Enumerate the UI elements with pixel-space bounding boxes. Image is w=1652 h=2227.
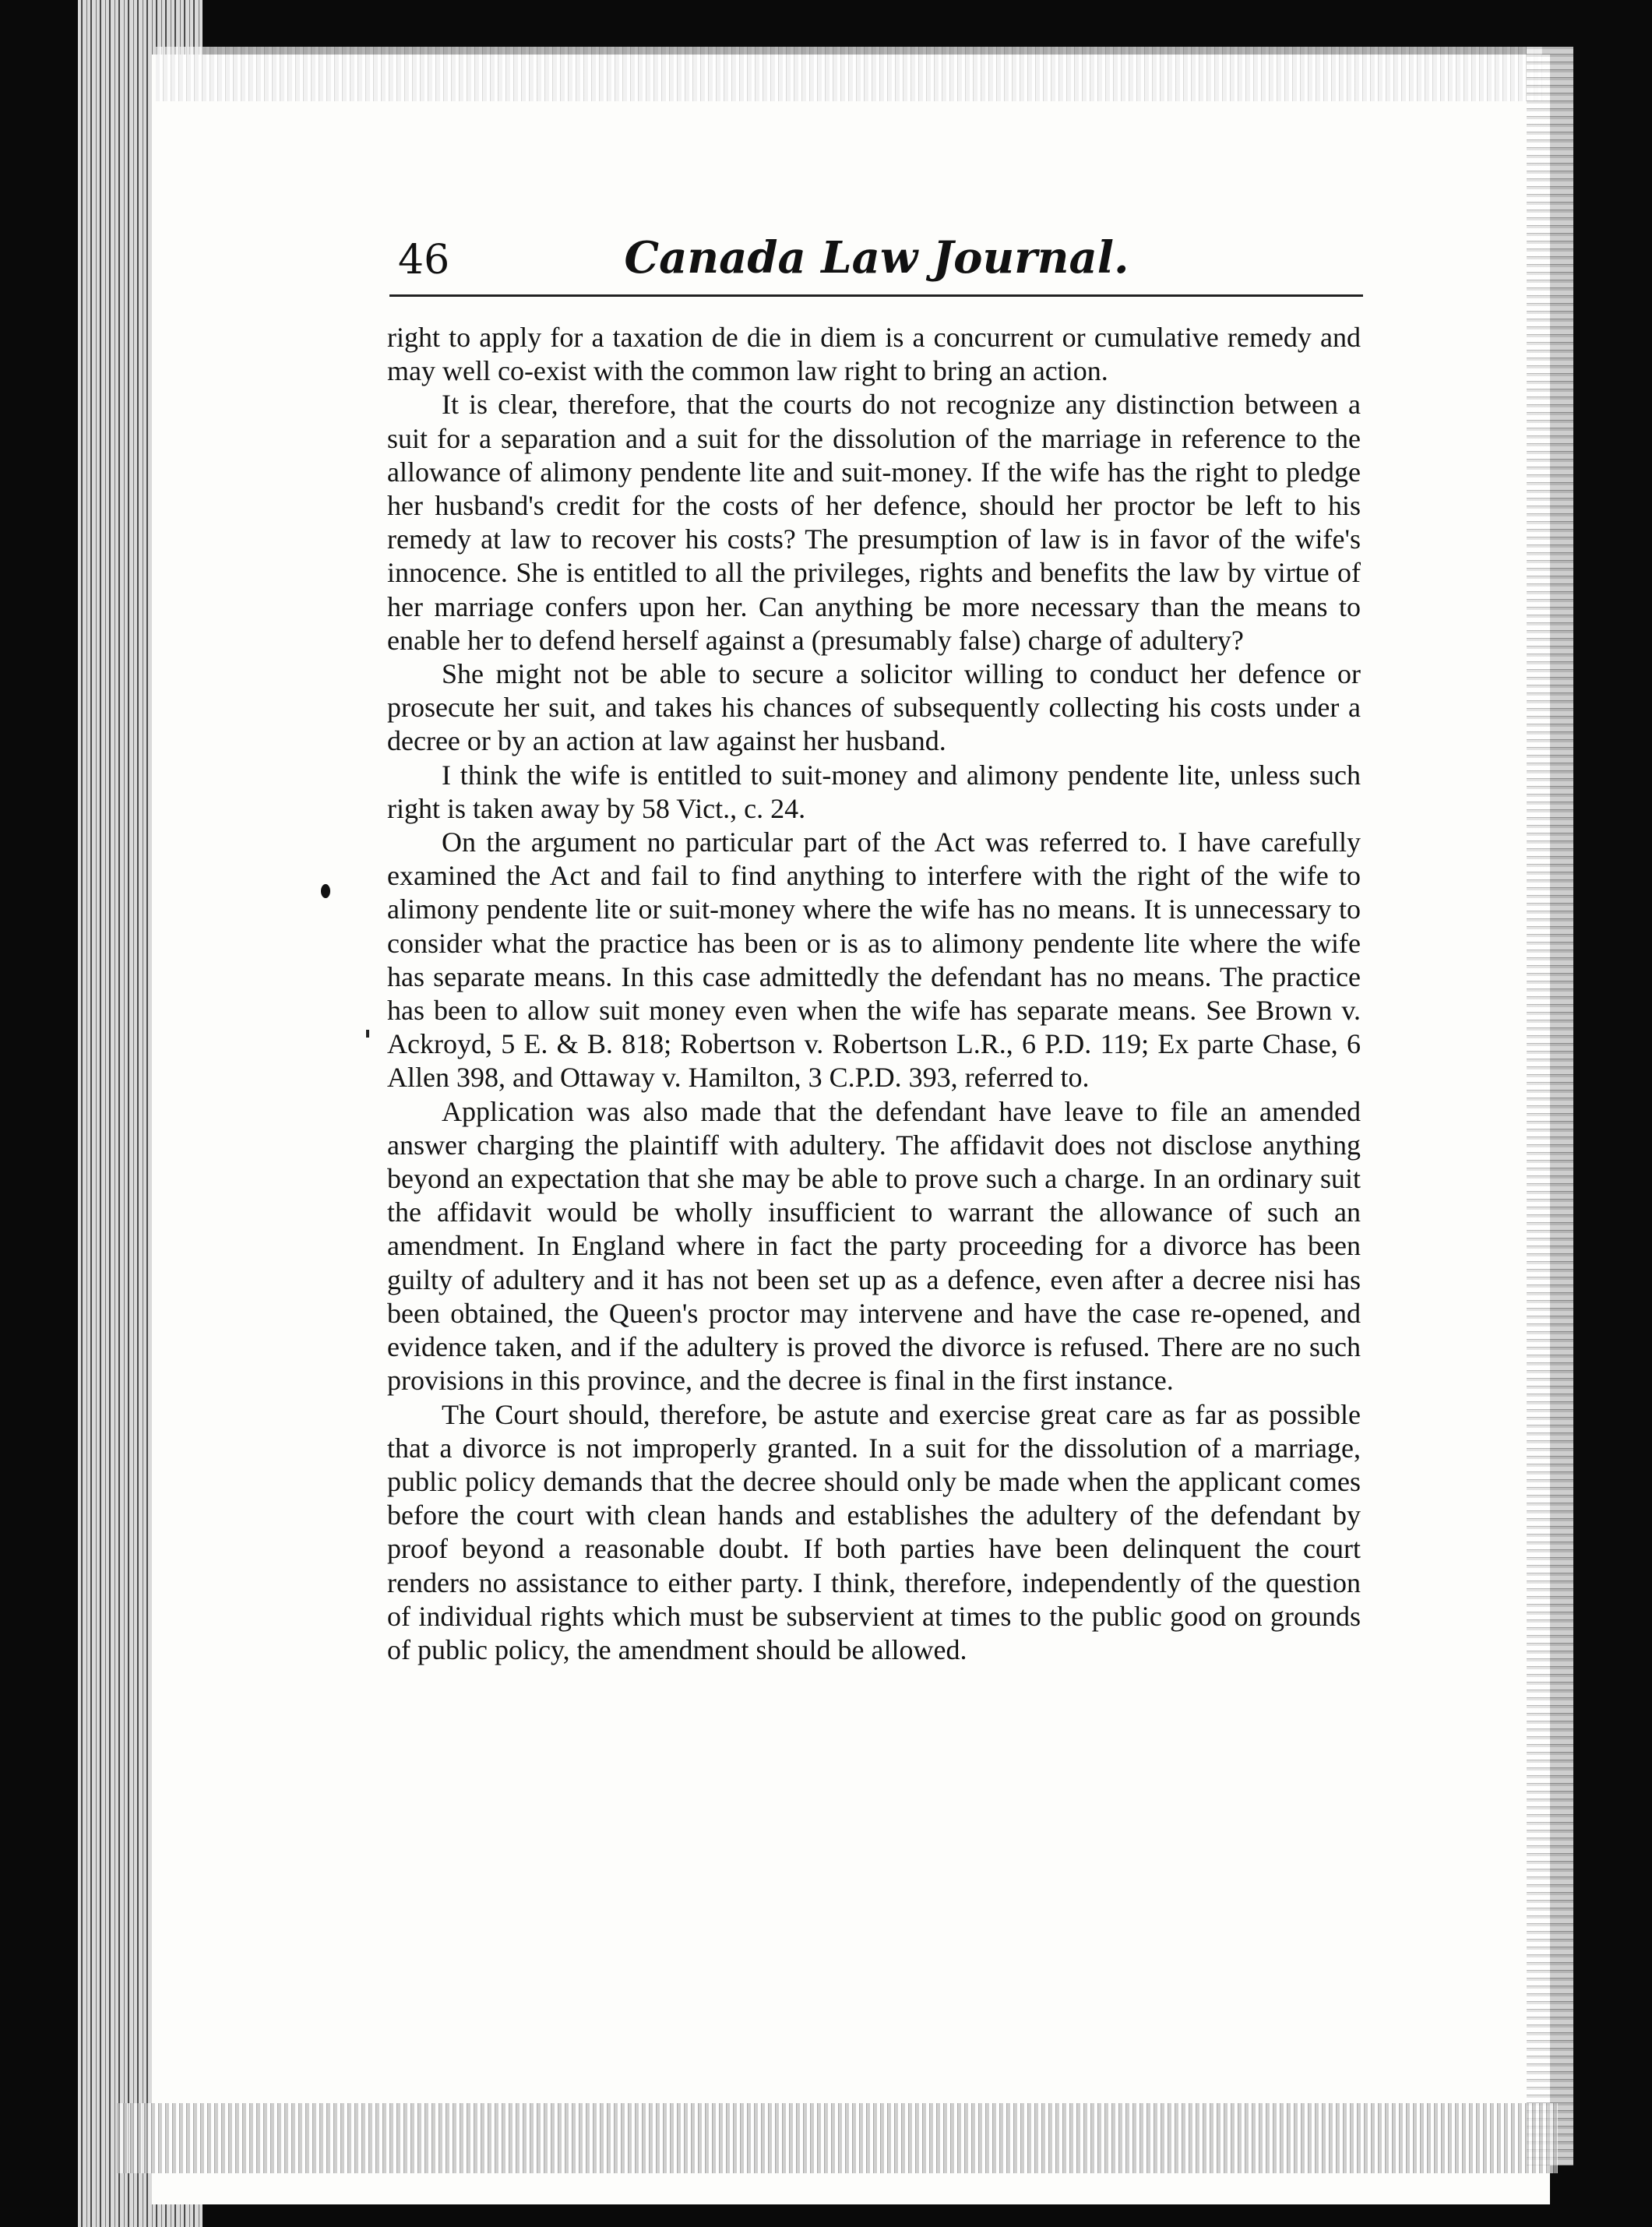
bottom-edge-noise (117, 2103, 1558, 2173)
top-edge-noise (156, 47, 1542, 101)
running-title: Canada Law Journal. (624, 232, 1129, 284)
article-body (387, 321, 1361, 1667)
paragraph: I think the wife is entitled to suit-money and alimony pendente lite, unless such right is taken away by 58 Vict., c. 24. (387, 759, 1361, 824)
margin-tick-mark (366, 1030, 369, 1038)
page-header (392, 231, 1361, 293)
paragraph: The Court should, therefore, be astute and exercise great care as far as possible that a divorce is not improperly granted. In a suit for the dissolution of a marriage, public policy demands that the decree should only be made when the applicant comes before the court with clean hands and establishes the adultery of the defendant by proof beyond a reasonable doubt. If both parties have been delinquent the court renders no assistance to either party. I think, therefore, independently of the question of individual rights which must be subservient at times to the public good on grounds of public policy, the amendment should be allowed. (387, 1398, 1361, 1665)
header-rule (389, 294, 1363, 297)
paragraph: It is clear, therefore, that the courts do not recognize any distinction between a suit for a separation and a suit for the dissolution of the marriage in reference to the allowance of alimony pendente lite and suit-money. If the wife has the right to pledge her husband's credit for the costs of her defence, should her proctor be left to his remedy at law to recover his costs? The presumption of law is in favor of the wife's innocence. She is entitled to all the privileges, rights and benefits the law by virtue of her marriage confers upon her. Can anything be more necessary than the means to enable her to defend herself against a (presumably false) charge of adultery? (387, 389, 1361, 656)
margin-bullet-mark (321, 884, 330, 898)
page-number: 46 (398, 237, 450, 284)
right-edge-shadow (1527, 47, 1573, 2165)
paragraph: Application was also made that the defendant have leave to file an amended answer charging the plaintiff with adultery. The affidavit does not disclose anything beyond an expectation that she may be able to prove such a charge. In an ordinary suit the affidavit would be wholly insufficient to warrant the allowance of such an amendment. In England where in fact the party proceeding for a divorce has been guilty of adultery and it has not been set up as a defence, even after a decree nisi has been obtained, the Queen's proctor may intervene and have the case re-opened, and evidence taken, and if the adultery is proved the divorce is refused. There are no such provisions in this province, and the decree is final in the first instance. (387, 1095, 1361, 1397)
paragraph: right to apply for a taxation de die in diem is a concurrent or cumulative remedy and may well co-exist with the common law right to bring an action. (387, 322, 1361, 387)
paragraph: She might not be able to secure a solicitor willing to conduct her defence or prosecute her suit, and takes his chances of subsequently collecting his costs under a decree or by an action at law against her husband. (387, 658, 1361, 757)
paragraph: On the argument no particular part of the Act was referred to. I have carefully examined the Act and fail to find anything to interfere with the right of the wife to alimony pendente lite or suit-money where the wife has no means. It is unnecessary to consider what the practice has been or is as to alimony pendente lite where the wife has separate means. In this case admittedly the defendant has no means. The practice has been to allow suit money even when the wife has separate means. See Brown v. Ackroyd, 5 E. & B. 818; Robertson v. Robertson L.R., 6 P.D. 119; Ex parte Chase, 6 Allen 398, and Ottaway v. Hamilton, 3 C.P.D. 393, referred to. (387, 826, 1361, 1094)
